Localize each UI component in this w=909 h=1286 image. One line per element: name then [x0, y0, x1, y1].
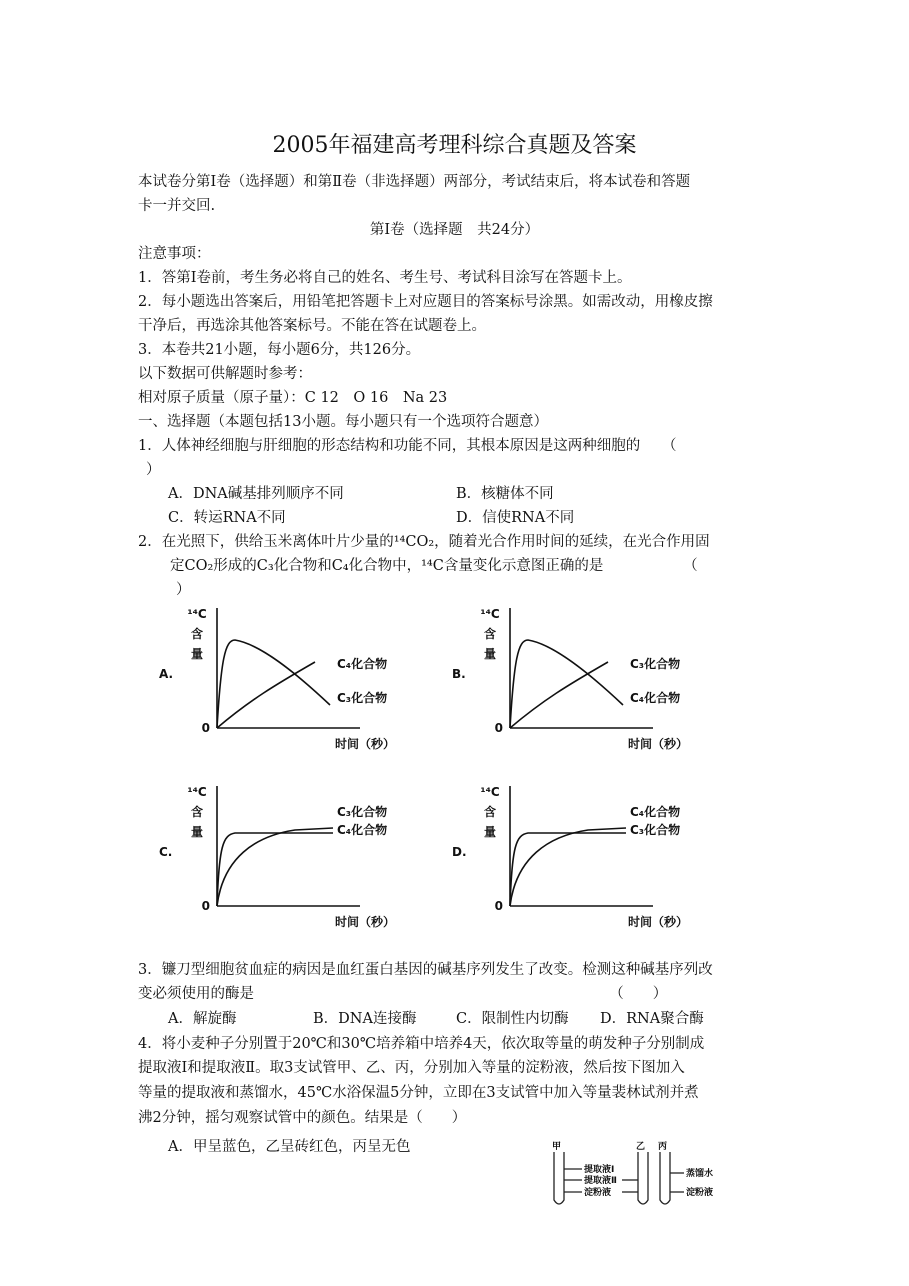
q1-stem: 1．人体神经细胞与肝细胞的形态结构和功能不同，其根本原因是这两种细胞的 （ — [138, 438, 677, 454]
series-line — [217, 828, 333, 906]
note-1: 1．答第Ⅰ卷前，考生务必将自己的姓名、考生号、考试科目涂写在答题卡上。 — [138, 270, 632, 286]
y-axis-label: ¹⁴C — [187, 607, 207, 621]
q1-option-c: C．转运RNA不同 — [168, 510, 286, 526]
ref-mass: 相对原子质量（原子量）：C 12 O 16 Na 23 — [138, 390, 448, 406]
q1-stem-cont: ） — [146, 462, 161, 478]
part1-heading: 一、选择题（本题包括13小题。每小题只有一个选项符合题意） — [138, 414, 548, 430]
y-axis-label: ¹⁴C — [480, 607, 500, 621]
series-line — [510, 828, 626, 906]
y-axis-label: ¹⁴C — [480, 785, 500, 799]
series-line — [510, 833, 626, 906]
x-axis-label: 时间（秒） — [335, 915, 396, 929]
chart-svg — [155, 778, 435, 938]
chart-d — [448, 778, 728, 938]
q3-option-b: B．DNA连接酶 — [313, 1011, 417, 1027]
series-label: C₃化合物 — [337, 805, 388, 819]
note-3: 3．本卷共21小题，每小题6分，共126分。 — [138, 342, 421, 358]
y-axis-label: 量 — [483, 647, 497, 661]
tube-yi-label: 乙 — [636, 1142, 646, 1152]
y-axis-label: 量 — [190, 647, 204, 661]
note-2: 2．每小题选出答案后，用铅笔把答题卡上对应题目的答案标号涂黑。如需改动，用橡皮擦 — [138, 294, 713, 310]
q3-stem-cont: 变必须使用的酶是 （ ） — [138, 986, 668, 1002]
label-starch-1: 淀粉液 — [584, 1188, 612, 1198]
q1-option-d: D．信使RNA不同 — [456, 510, 575, 526]
origin-label: 0 — [201, 899, 210, 913]
x-axis-label: 时间（秒） — [335, 737, 396, 751]
y-axis-label: 含 — [483, 627, 497, 641]
chart-svg — [448, 600, 728, 760]
q4-stem-3: 等量的提取液和蒸馏水，45℃水浴保温5分钟，立即在3支试管中加入等量裴林试剂并煮 — [138, 1085, 699, 1101]
intro-line-2: 卡一并交回. — [138, 198, 216, 214]
q4-stem-1: 4．将小麦种子分别置于20℃和30℃培养箱中培养4天，依次取等量的萌发种子分别制成 — [138, 1036, 705, 1052]
series-label: C₄化合物 — [337, 823, 388, 837]
origin-label: 0 — [201, 721, 210, 735]
ref-heading: 以下数据可供解题时参考： — [138, 366, 312, 382]
tube-bing — [660, 1152, 670, 1204]
q4-stem-2: 提取液Ⅰ和提取液Ⅱ。取3支试管甲、乙、丙，分别加入等量的淀粉液，然后按下图加入 — [138, 1060, 685, 1076]
chart-a — [155, 600, 435, 760]
label-extract-1: 提取液Ⅰ — [584, 1165, 615, 1175]
series-label: C₃化合物 — [630, 657, 681, 671]
y-axis-label: 量 — [483, 825, 497, 839]
series-label: C₃化合物 — [337, 691, 388, 705]
q4-stem-4: 沸2分钟，摇匀观察试管中的颜色。结果是（ ） — [138, 1110, 467, 1126]
series-label: C₄化合物 — [337, 657, 388, 671]
origin-label: 0 — [494, 899, 503, 913]
series-line — [217, 662, 315, 728]
test-tube-diagram — [548, 1140, 748, 1212]
q1-option-a: A．DNA碱基排列顺序不同 — [168, 486, 344, 502]
tube-yi — [638, 1152, 648, 1204]
y-axis-label: 含 — [190, 805, 204, 819]
chart-c — [155, 778, 435, 938]
tube-bing-label: 丙 — [658, 1142, 668, 1152]
tube-jia-label: 甲 — [552, 1142, 562, 1152]
series-label: C₃化合物 — [630, 823, 681, 837]
y-axis-label: ¹⁴C — [187, 785, 207, 799]
y-axis-label: 含 — [483, 805, 497, 819]
chart-svg — [448, 778, 728, 938]
q2-stem-end: ） — [176, 582, 191, 598]
series-label: C₄化合物 — [630, 805, 681, 819]
chart-b — [448, 600, 728, 760]
section-heading: 第Ⅰ卷（选择题 共24分） — [369, 222, 540, 238]
q3-stem: 3．镰刀型细胞贫血症的病因是血红蛋白基因的碱基序列发生了改变。检测这种碱基序列改 — [138, 962, 713, 978]
q1-option-b: B．核糖体不同 — [456, 486, 554, 502]
y-axis-label: 量 — [190, 825, 204, 839]
label-water: 蒸馏水 — [686, 1169, 714, 1179]
q2-stem: 2．在光照下，供给玉米离体叶片少量的¹⁴CO₂，随着光合作用时间的延续，在光合作用固 — [138, 534, 710, 550]
option-label: A. — [159, 667, 174, 681]
option-label: B. — [452, 667, 466, 681]
q3-option-c: C．限制性内切酶 — [456, 1011, 569, 1027]
option-label: D. — [452, 845, 467, 859]
label-extract-2: 提取液Ⅱ — [584, 1176, 617, 1186]
option-label: C. — [159, 845, 173, 859]
series-line — [510, 662, 608, 728]
series-label: C₄化合物 — [630, 691, 681, 705]
q4-option-a: A．甲呈蓝色，乙呈砖红色，丙呈无色 — [168, 1139, 411, 1155]
tube-jia — [554, 1152, 564, 1204]
origin-label: 0 — [494, 721, 503, 735]
page-title: 2005年福建高考理科综合真题及答案 — [272, 133, 637, 158]
x-axis-label: 时间（秒） — [628, 915, 689, 929]
notes-heading: 注意事项： — [138, 246, 211, 262]
q3-option-d: D．RNA聚合酶 — [600, 1011, 704, 1027]
y-axis-label: 含 — [190, 627, 204, 641]
q3-option-a: A．解旋酶 — [168, 1011, 237, 1027]
label-starch-2: 淀粉液 — [686, 1188, 714, 1198]
x-axis-label: 时间（秒） — [628, 737, 689, 751]
intro-line-1: 本试卷分第Ⅰ卷（选择题）和第Ⅱ卷（非选择题）两部分，考试结束后，将本试卷和答题 — [138, 174, 691, 190]
note-2-cont: 干净后，再选涂其他答案标号。不能在答在试题卷上。 — [138, 318, 486, 334]
chart-svg — [155, 600, 435, 760]
q2-stem-cont: 定CO₂形成的C₃化合物和C₄化合物中，¹⁴C含量变化示意图正确的是 （ — [170, 558, 698, 574]
series-line — [217, 833, 333, 906]
